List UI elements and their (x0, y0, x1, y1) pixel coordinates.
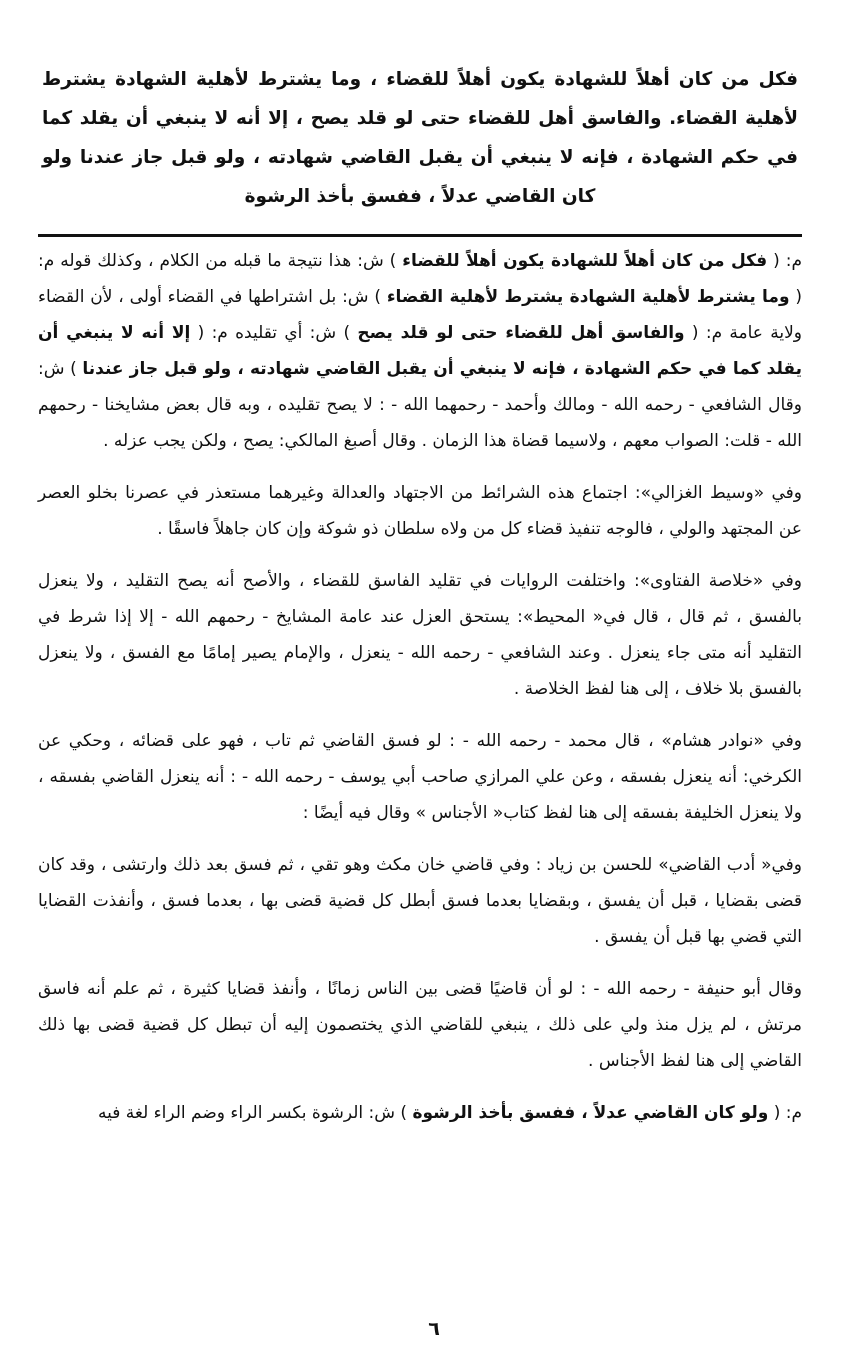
commentary-text: ) ش: أي تقليده م: ( (190, 323, 358, 343)
commentary-paragraph-1 (38, 243, 802, 459)
quoted-matn: إلا أنه لا ينبغي أن يقلد كما في حكم الشهادة ، فإنه لا ينبغي أن يقبل القاضي شهادته ، ولو قبل جاز عندنا (38, 323, 803, 379)
commentary-paragraph-5: وفي« أدب القاضي» للحسن بن زياد : وفي قاضي خان مكث وهو تقي ، ثم فسق بعد ذلك وارتشى ، وقد كان قضى بقضايا ، قبل أن يفسق ، وبقضايا بعدما فسق أبطل كل قضية قضى بها ، بعدما فسق ، وأنفذت القضايا التي قضي بها قبل أن يفسق . (38, 855, 802, 947)
quoted-matn: وما يشترط لأهلية الشهادة يشترط لأهلية القضاء (386, 287, 790, 307)
marker-mim: م: ( (767, 251, 803, 271)
commentary-text: ) ش: هذا نتيجة ما قبله من الكلام ، وكذلك قوله م: ( (38, 251, 802, 307)
commentary-paragraph-2: وفي «وسيط الغزالي»: اجتماع هذه الشرائط من الاجتهاد والعدالة وغيرهما مستعذر في عصرنا بخلو العصر عن المجتهد والولي ، فالوجه تنفيذ قضاء كل من ولاه سلطان ذو شوكة وإن كان جاهلاً فاسقًا . (38, 483, 802, 539)
marker-mim: م: ( (768, 1103, 802, 1123)
matn-divider (38, 234, 802, 237)
quoted-matn: ولو كان القاضي عدلاً ، ففسق بأخذ الرشوة (412, 1103, 769, 1123)
commentary-text: ) ش: الرشوة بكسر الراء وضم الراء لغة فيه (97, 1103, 413, 1123)
matn-text: فكل من كان أهلاً للشهادة يكون أهلاً للقضاء ، وما يشترط لأهلية الشهادة يشترط لأهلية القضاء. والفاسق أهل للقضاء حتى لو قلد يصح ، إلا أنه لا ينبغي أن يقلد كما في حكم الشهادة ، فإنه لا ينبغي أن يقبل القاضي شهادته ، ولو قبل جاز عندنا ولو كان القاضي عدلاً ، ففسق بأخذ الرشوة (42, 69, 798, 207)
commentary-paragraph-4: وفي «نوادر هشام» ، قال محمد - رحمه الله - : لو فسق القاضي ثم تاب ، فهو على قضائه ، وحكي عن الكرخي: أنه ينعزل بفسقه ، وعن علي المرازي صاحب أبي يوسف - رحمه الله - : أنه ينعزل القاضي بفسقه ، ولا ينعزل الخليفة بفسقه إلى هنا لفظ كتاب« الأجناس » وقال فيه أيضًا : (38, 731, 802, 823)
commentary-text: ) ش: بل اشتراطها في القضاء أولى ، لأن القضاء ولاية عامة م: ( (38, 287, 802, 343)
book-page (38, 60, 802, 1131)
commentary-paragraph-7 (38, 1095, 802, 1131)
commentary-paragraph-3: وفي «خلاصة الفتاوى»: واختلفت الروايات في تقليد الفاسق للقضاء ، والأصح أنه يصح التقليد ، ولا ينعزل بالفسق ، ثم قال ، قال في« المحيط»: يستحق العزل عند عامة المشايخ - رحمهم الله - إلا إذا شرط في التقليد أنه متى جاء ينعزل . وعند الشافعي - رحمه الله - ينعزل ، والإمام يصير إمامًا مع الفسق ، ولا ينعزل بالفسق بلا خلاف ، إلى هنا لفظ الخلاصة . (38, 571, 802, 699)
page-number: ٦ (428, 1318, 440, 1340)
commentary-paragraph-6: وقال أبو حنيفة - رحمه الله - : لو أن قاضيًا قضى بين الناس زمانًا ، وأنفذ قضايا كثيرة ، ثم علم أنه فاسق مرتش ، لم يزل منذ ولي على ذلك ، ينبغي للقاضي الذي يختصمون إليه أن تبطل كل قضية قضى بها ذلك القاضي إلى هنا لفظ الأجناس . (38, 979, 802, 1071)
quoted-matn: فكل من كان أهلاً للشهادة يكون أهلاً للقضاء (402, 251, 768, 271)
quoted-matn: والفاسق أهل للقضاء حتى لو قلد يصح (357, 323, 685, 343)
commentary-text: ) ش: وقال الشافعي - رحمه الله - ومالك وأحمد - رحمهما الله - : لا يصح تقليده ، وبه قال بعض مشايخنا - رحمهم الله - قلت: الصواب معهم ، ولاسيما قضاة هذا الزمان . وقال أصبغ المالكي: يصح ، ولكن يجب عزله . (38, 359, 802, 451)
